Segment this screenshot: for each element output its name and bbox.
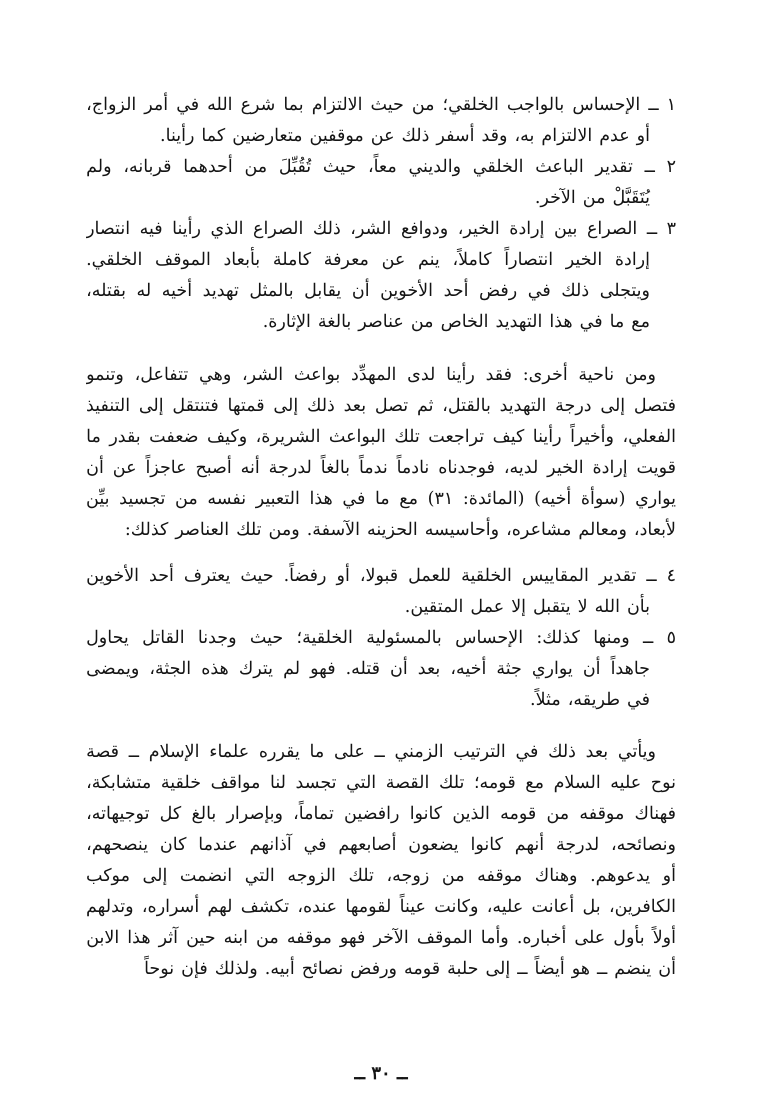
paragraph-line: الكافرين، بل أعانت عليه، وكانت عيناً لقومها عنده، تكشف لهم أسراره، وتدلهم bbox=[86, 897, 676, 917]
list-item-line: في طريقه، مثلاً. bbox=[530, 690, 650, 710]
list-item-line: ٤ ــ تقدير المقاييس الخلقية للعمل قبولا، أو رفضاً. حيث يعترف أحد الأخوين bbox=[86, 566, 676, 586]
list-item bbox=[86, 90, 676, 152]
paragraph-line: الفعلي، وأخيراً رأينا كيف تراجعت تلك البواعث الشريرة، وكيف ضعفت بقدر ما bbox=[86, 427, 676, 447]
paragraph-line: ومن ناحية أخرى: فقد رأينا لدى المهدِّد بواعث الشر، وهي تتفاعل، وتنمو bbox=[86, 365, 656, 385]
paragraph-line: لأبعاد، ومعالم مشاعره، وأحاسيسه الحزينه الآسفة. ومن تلك العناصر كذلك: bbox=[124, 520, 676, 540]
paragraph-line: نوح عليه السلام مع قومه؛ تلك القصة التي تجسد لنا مواقف خلقية متشابكة، bbox=[86, 773, 676, 793]
page-number: ــ ٣٠ ــ bbox=[354, 1063, 408, 1084]
paragraph-line: قويت إرادة الخير لديه، فوجدناه نادماً ندماً بالغاً لدرجة أنه أصبح عاجزاً عن أن bbox=[86, 458, 676, 478]
paragraph-line: يواري (سوأة أخيه) (المائدة: ٣١) مع ما في هذا التعبير نفسه من تجسيد بيِّن bbox=[86, 489, 676, 509]
list-item-line: يُتَقَبَّلْ من الآخر. bbox=[534, 188, 650, 208]
paragraph-other-side bbox=[86, 360, 676, 546]
list-item-line: بأن الله لا يتقبل إلا عمل المتقين. bbox=[404, 597, 650, 617]
list-item bbox=[86, 152, 676, 214]
list-item-line: ويتجلى ذلك في رفض أحد الأخوين أن يقابل بالمثل تهديد أخيه له بقتله، bbox=[86, 281, 650, 301]
list-item-line: جاهداً أن يواري جثة أخيه، بعد أن قتله. فهو لم يترك هذه الجثة، ويمضى bbox=[86, 659, 650, 679]
paragraph-line: أولاً بأول على أخباره. وأما الموقف الآخر فهو موقفه من ابنه حين آثر هذا الابن bbox=[86, 928, 676, 948]
list-item-line: ١ ــ الإحساس بالواجب الخلقي؛ من حيث الالتزام بما شرع الله في أمر الزواج، bbox=[86, 95, 676, 115]
paragraph-line: أن ينضم ــ هو أيضاً ــ إلى حلبة قومه ورفض نصائح أبيه. ولذلك فإن نوحاً bbox=[144, 959, 676, 979]
paragraph-line: ويأتي بعد ذلك في الترتيب الزمني ــ على ما يقرره علماء الإسلام ــ قصة bbox=[86, 742, 656, 762]
list-item-line: ٣ ــ الصراع بين إرادة الخير، ودوافع الشر، ذلك الصراع الذي رأينا فيه انتصار bbox=[86, 219, 676, 239]
list-item bbox=[86, 214, 676, 338]
list-item-line: مع ما في هذا التهديد الخاص من عناصر بالغة الإثارة. bbox=[262, 312, 650, 332]
list-item bbox=[86, 623, 676, 716]
list-item bbox=[86, 561, 676, 623]
paragraph-noah-story bbox=[86, 737, 676, 985]
paragraph-line: فهناك موقفه من قومه الذين كانوا رافضين تماماً، وبإصرار بالغ كل توجيهاته، bbox=[86, 804, 676, 824]
paragraph-line: أو يدعوهم. وهناك موقفه من زوجه، تلك الزوجه التي انضمت إلى موكب bbox=[86, 866, 676, 886]
list-item-line: ٢ ــ تقدير الباعث الخلقي والديني معاً، حيث تُقُبِّلَ من أحدهما قربانه، ولم bbox=[86, 157, 676, 177]
ethical-points-list-1 bbox=[86, 90, 676, 338]
ethical-points-list-2 bbox=[86, 561, 676, 716]
list-item-line: أو عدم الالتزام به، وقد أسفر ذلك عن موقفين متعارضين كما رأينا. bbox=[160, 126, 650, 146]
list-item-line: إرادة الخير انتصاراً كاملاً، ينم عن معرفة كاملة بأبعاد الموقف الخلقي. bbox=[86, 250, 650, 270]
paragraph-line: فتصل إلى درجة التهديد بالقتل، ثم تصل بعد ذلك إلى قمتها فتنتقل إلى التنفيذ bbox=[86, 396, 676, 416]
list-item-line: ٥ ــ ومنها كذلك: الإحساس بالمسئولية الخلقية؛ حيث وجدنا القاتل يحاول bbox=[86, 628, 676, 648]
paragraph-line: ونصائحه، لدرجة أنهم كانوا يضعون أصابعهم في آذانهم عندما كان ينصحهم، bbox=[86, 835, 676, 855]
